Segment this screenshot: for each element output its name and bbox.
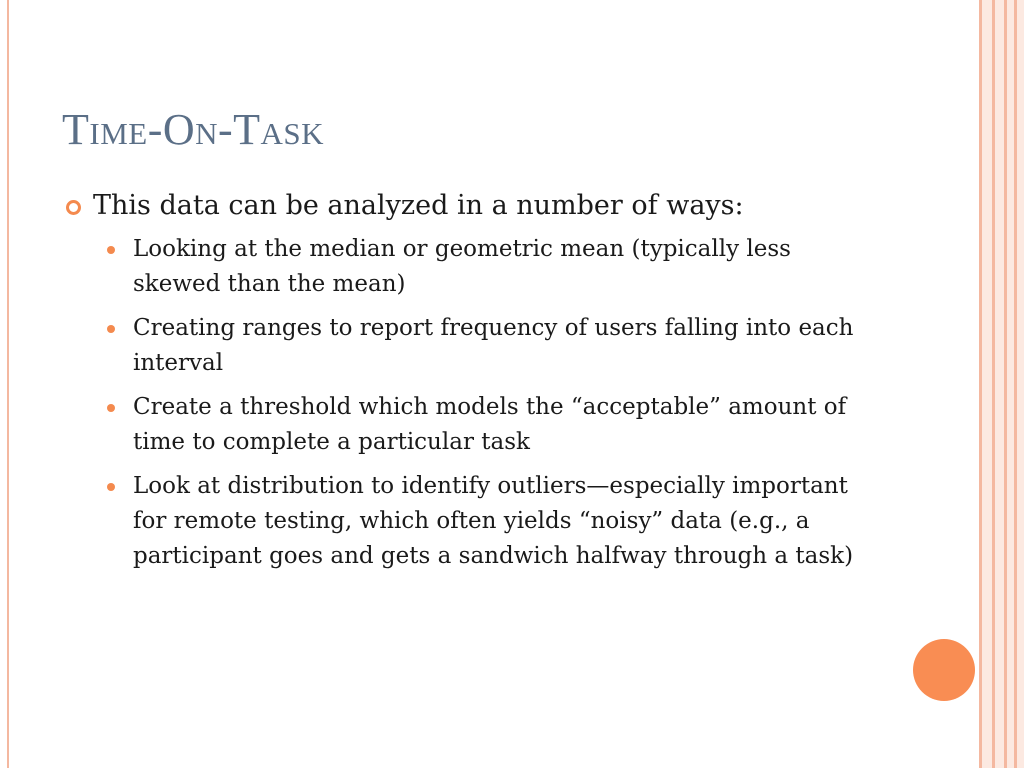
sub-bullet-text: Look at distribution to identify outliers—especially important for remote testing, which often yields “noisy” data (e.g., a participant goes and gets a sandwich halfway through a task) (133, 473, 854, 569)
sub-bullet (64, 390, 884, 460)
dot-bullet-icon (107, 404, 115, 412)
ring-bullet-icon (66, 200, 81, 215)
right-stripe (979, 0, 982, 768)
sub-bullet (64, 232, 884, 302)
sub-bullet-text: Creating ranges to report frequency of users falling into each interval (133, 315, 854, 376)
dot-bullet-icon (107, 325, 115, 333)
sub-bullet-list (64, 232, 884, 574)
main-bullet (64, 188, 884, 224)
dot-bullet-icon (107, 246, 115, 254)
sub-bullet-text: Create a threshold which models the “acceptable” amount of time to complete a particular task (133, 394, 847, 455)
right-stripe (1004, 0, 1007, 768)
orange-circle-decoration (913, 639, 975, 701)
sub-bullet (64, 311, 884, 381)
left-border-decoration (7, 0, 9, 768)
slide-title: Time-On-Task (62, 105, 325, 154)
sub-bullet (64, 469, 884, 574)
right-stripe (1014, 0, 1017, 768)
sub-bullet-text: Looking at the median or geometric mean (typically less skewed than the mean) (133, 236, 791, 297)
right-decorative-panel (979, 0, 1024, 768)
main-bullet-text: This data can be analyzed in a number of ways: (93, 190, 744, 221)
slide-content (64, 188, 884, 583)
dot-bullet-icon (107, 483, 115, 491)
right-stripe (992, 0, 995, 768)
